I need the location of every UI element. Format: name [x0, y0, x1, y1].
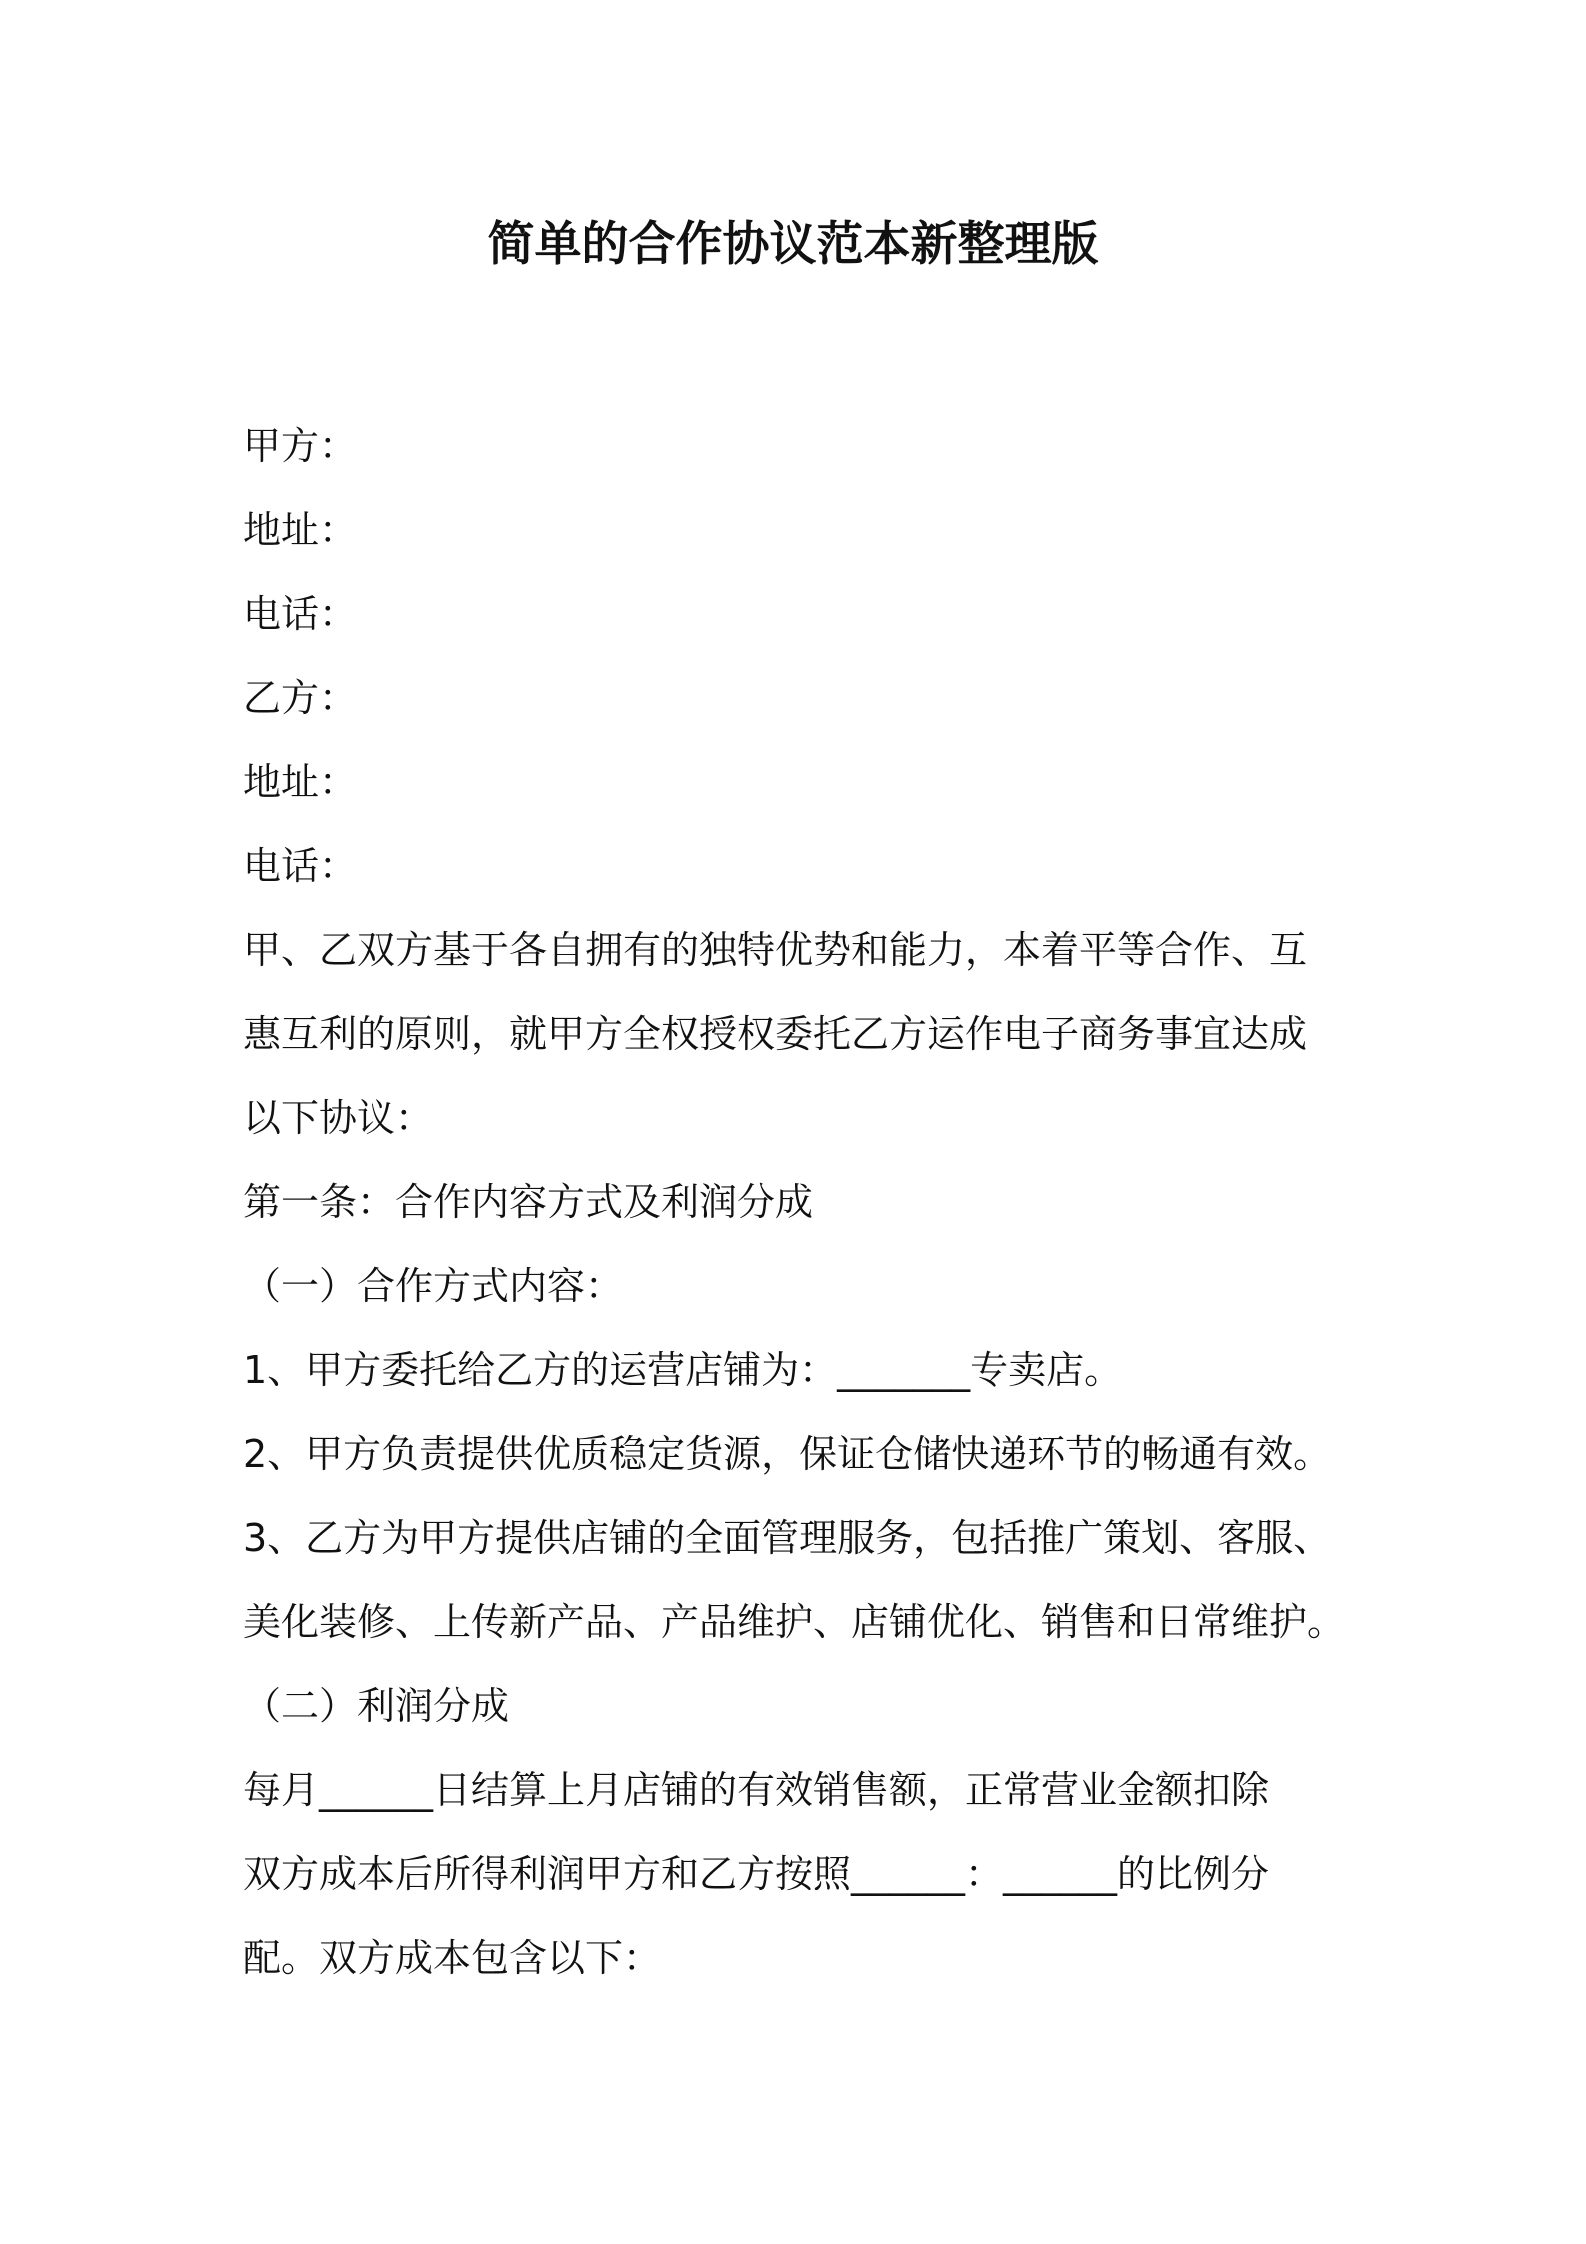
party-b-label: 乙方： [243, 676, 358, 720]
clause-3-line-1: 3、乙方为甲方提供店铺的全面管理服务，包括推广策划、客服、 [243, 1516, 1332, 1560]
clause-2: 2、甲方负责提供优质稳定货源，保证仓储快递环节的畅通有效。 [243, 1432, 1332, 1476]
article-1-heading: 第一条：合作内容方式及利润分成 [243, 1180, 814, 1224]
preamble-line-2: 惠互利的原则，就甲方全权授权委托乙方运作电子商务事宜达成 [243, 1012, 1308, 1056]
party-a-address-label: 地址： [243, 508, 358, 552]
preamble-line-1: 甲、乙双方基于各自拥有的独特优势和能力，本着平等合作、互 [243, 928, 1308, 972]
profit-line-3: 配。双方成本包含以下： [243, 1936, 662, 1980]
preamble-line-3: 以下协议： [243, 1096, 434, 1140]
clause-1: 1、甲方委托给乙方的运营店铺为：_______专卖店。 [243, 1348, 1123, 1392]
clause-3-line-2: 美化装修、上传新产品、产品维护、店铺优化、销售和日常维护。 [243, 1600, 1346, 1644]
section-1-heading: （一）合作方式内容： [243, 1264, 624, 1308]
section-2-heading: （二）利润分成 [243, 1684, 510, 1728]
party-b-phone-label: 电话： [243, 844, 358, 888]
party-b-address-label: 地址： [243, 760, 358, 804]
party-a-phone-label: 电话： [243, 592, 358, 636]
document-body [243, 404, 1373, 2000]
profit-line-2: 双方成本后所得利润甲方和乙方按照______：______的比例分 [243, 1852, 1270, 1896]
profit-line-1: 每月______日结算上月店铺的有效销售额，正常营业金额扣除 [243, 1768, 1270, 1812]
party-a-label: 甲方： [243, 424, 358, 468]
document-title: 简单的合作协议范本新整理版 [487, 217, 1099, 272]
